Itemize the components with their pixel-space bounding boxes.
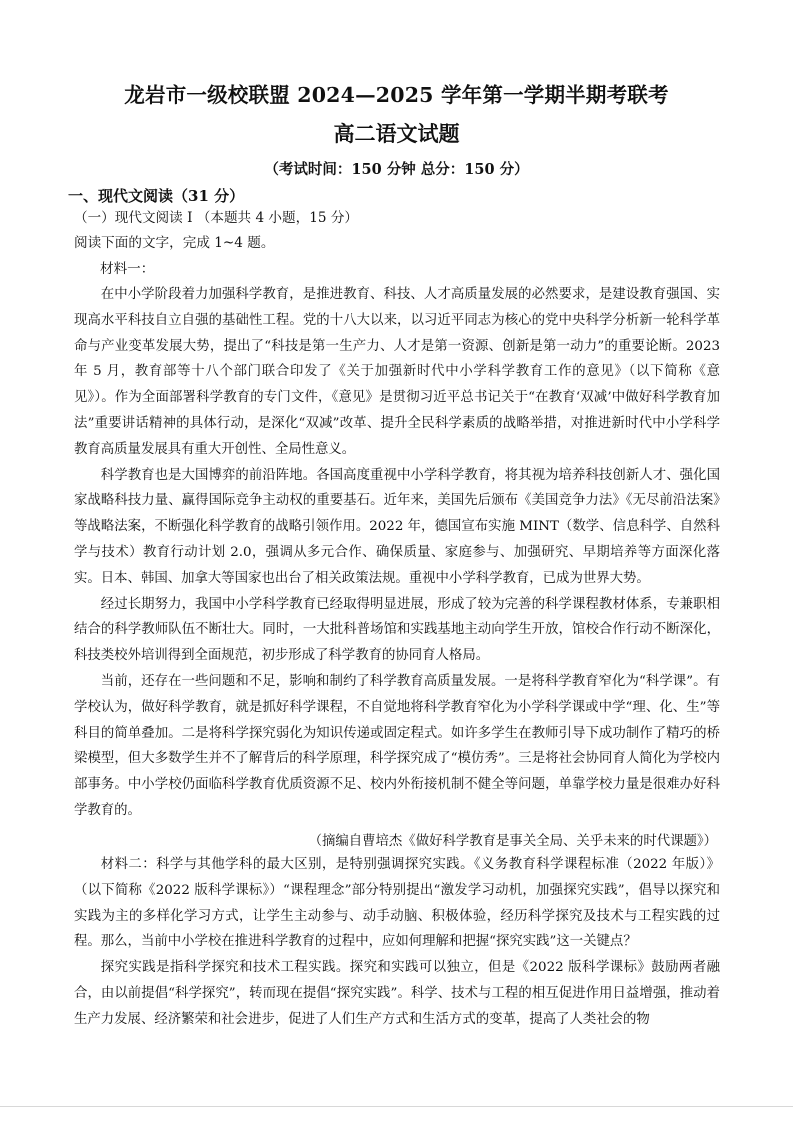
material2-paragraph: 探究实践是指科学探究和技术工程实践。探究和实践可以独立，但是《2022 版科学课标》鼓励两者融合，由以前提倡“科学探究”，转而现在提倡“探究实践”。科学、技术与工程的相互促进作用日益增强，推动着生产力发展、经济繁荣和社会进步，促进了人们生产方式和生活方式的变革，提高了人类社会的物 xyxy=(74,960,720,1027)
material1-label: 材料一： xyxy=(100,261,155,277)
material1-paragraph: 经过长期努力，我国中小学科学教育已经取得明显进展，形成了较为完善的科学课程教材体系，专兼职相结合的科学教师队伍不断壮大。同时，一大批科普场馆和实践基地主动向学生开放，馆校合作行动不断深化，科技类校外培训得到全面规范，初步形成了科学教育的协同育人格局。 xyxy=(74,596,720,664)
material1-paragraph: 在中小学阶段着力加强科学教育，是推进教育、科技、人才高质量发展的必然要求，是建设教育强国、实现高水平科技自立自强的基础性工程。党的十八大以来，以习近平同志为核心的党中央科学分析新一轮科学革命与产业变革发展大势，提出了“科技是第一生产力、人才是第一资源、创新是第一动力”的重要论断。2023 年 5 月，教育部等十八个部门联合印发了《关于加强新时代中小学科学教育工作的意见》（以下简称《意见》）。作为全面部署科学教育的专门文件，《意见》是贯彻习近平总书记关于“在教育‘双减’中做好科学教育加法”重要讲话精神的具体行动，是深化“双减”改革、提升全民科学素质的战略举措，对推进新时代中小学科学教育高质量发展具有重大开创性、全局性意义。 xyxy=(74,287,720,457)
material2-text xyxy=(74,852,720,1033)
material1-text xyxy=(74,282,720,824)
page-bottom-rule xyxy=(0,1106,793,1107)
section-heading: 一、现代文阅读（31 分） xyxy=(68,187,245,205)
material1-paragraph: 科学教育也是大国博弈的前沿阵地。各国高度重视中小学科学教育，将其视为培养科技创新人才、强化国家战略科技力量、赢得国际竞争主动权的重要基石。近年来，美国先后颁布《美国竞争力法》《无尽前沿法案》等战略法案，不断强化科学教育的战略引领作用。2022 年，德国宣布实施 MINT（数学、信息科学、自然科学与技术）教育行动计划 2.0，强调从多元合作、确保质量、家庭参与、加强研究、早期培养等方面深化落实。日本、韩国、加拿大等国家也出台了相关政策法规。重视中小学科学教育，已成为世界大势。 xyxy=(74,467,720,586)
exam-info: （考试时间：150 分钟 总分：150 分） xyxy=(264,161,529,178)
material1-paragraph: 当前，还存在一些问题和不足，影响和制约了科学教育高质量发展。一是将科学教育窄化为“科学课”。有学校认为，做好科学教育，就是抓好科学课程，不自觉地将科学教育窄化为小学科学课或中学“理、化、生”等科目的简单叠加。二是将科学探究弱化为知识传递或固定程式。如许多学生在教师引导下成功制作了精巧的桥梁模型，但大多数学生并不了解背后的科学原理，科学探究成了“模仿秀”。三是将社会协同育人简化为学校内部事务。中小学校仍面临科学教育优质资源不足、校内外衔接机制不健全等问题，单靠学校力量是很难办好科学教育的。 xyxy=(74,673,720,818)
exam-title: 龙岩市一级校联盟 2024—2025 学年第一学期半期考联考 xyxy=(124,83,669,107)
exam-subtitle: 高二语文试题 xyxy=(333,121,460,146)
material2-paragraph: 材料二：科学与其他学科的最大区别，是特别强调探究实践。《义务教育科学课程标准（2022 年版）》（以下简称《2022 版科学课标》）“课程理念”部分特别提出“激发学习动机，加强探究实践”，倡导以探究和实践为主的多样化学习方式，让学生主动参与、动手动脑、积极体验，经历科学探究及技术与工程实践的过程。那么，当前中小学校在推进科学教育的过程中，应如何理解和把握“探究实践”这一关键点？ xyxy=(74,857,720,950)
sub-section-heading: （一）现代文阅读 I （本题共 4 小题，15 分） xyxy=(74,210,359,226)
material1-source: （摘编自曹培杰《做好科学教育是事关全局、关乎未来的时代课题》） xyxy=(308,834,717,849)
reading-instruction: 阅读下面的文字，完成 1~4 题。 xyxy=(74,235,275,251)
